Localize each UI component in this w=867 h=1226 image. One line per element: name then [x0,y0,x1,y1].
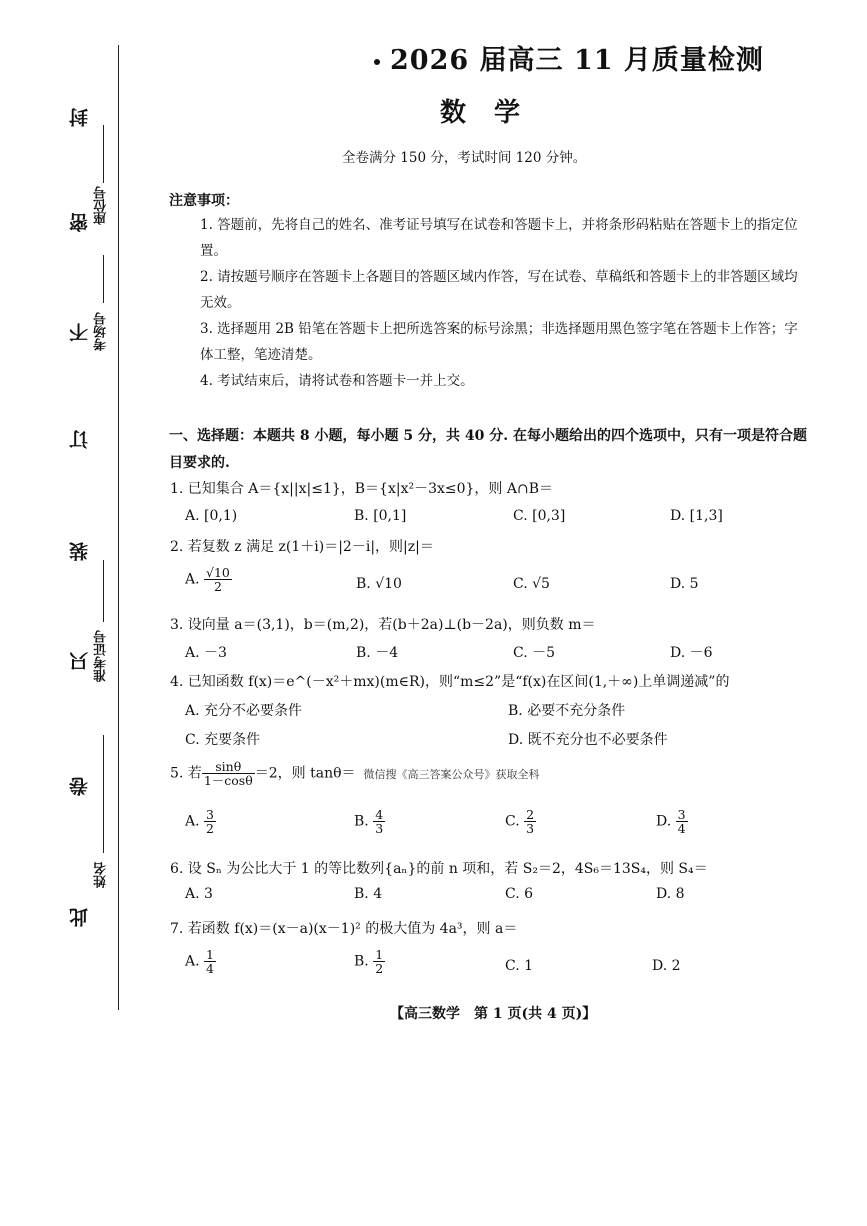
stem-text: ＝2，则 tanθ＝ [254,765,356,782]
numerator: 1 [375,947,384,962]
option-a: A. 3 [185,886,213,902]
option-d: D. 既不充分也不必要条件 [508,732,668,748]
option-a: A. －3 [185,645,227,661]
binding-char: 封 [69,108,91,127]
option-d: D. [1,3] [670,508,723,524]
fraction [373,948,385,975]
option-b: B. 必要不充分条件 [508,703,626,719]
option-letter: D. [656,813,676,830]
option-b [354,948,385,975]
stem-text: 5. 若 [170,765,202,782]
binding-line [118,45,119,1010]
binding-char: 只 [69,652,91,671]
note-item: 3. 选择题用 2B 铅笔在答题卡上把所选答案的标号涂黑；非选择题用黑色签字笔在答题卡上作答；字体工整，笔迹清楚。 [200,321,798,363]
page-footer: 【高三数学 第 1 页(共 4 页)】 [390,1006,597,1022]
option-b: B. [0,1] [354,508,407,524]
option-c: C. [0,3] [513,508,566,524]
bullet-icon [374,59,380,65]
denominator: 4 [206,961,214,976]
denominator: 2 [206,821,214,836]
denominator: 3 [526,821,535,836]
option-letter: A. [185,571,205,588]
fraction [373,808,385,835]
fraction [204,948,216,975]
option-a: A. [0,1) [185,508,238,524]
option-d: D. 8 [656,886,685,902]
option-c: C. 6 [505,886,534,902]
option-d: D. －6 [670,645,713,661]
question-2: 2. 若复数 z 满足 z(1＋i)＝|2－i|，则|z|＝ [170,539,434,555]
option-c: C. √5 [513,576,550,592]
option-letter: A. [185,953,205,970]
fraction [202,760,255,787]
option-letter: B. [354,953,374,970]
subject-title: 数学 [440,98,549,128]
seat-number-label: 座位号 [94,186,109,225]
denominator: 1－cosθ [203,773,253,788]
fraction [204,808,216,835]
option-d: D. 5 [670,576,699,592]
question-3: 3. 设向量 a＝(3,1)，b＝(m,2)，若(b＋2a)⊥(b－2a)，则负数 m＝ [170,617,596,633]
binding-char: 装 [69,542,91,561]
numerator: 1 [206,947,214,962]
question-4: 4. 已知函数 f(x)＝e^(－x²＋mx)(m∈R)，则“m≤2”是“f(x)在区间(1,＋∞)上单调递减”的 [170,674,730,690]
denominator: 2 [213,579,222,594]
name-blank[interactable] [103,735,104,853]
binding-char: 密 [69,213,91,232]
numerator: 4 [375,807,384,822]
question-1: 1. 已知集合 A＝{x||x|≤1}，B＝{x|x²－3x≤0}，则 A∩B＝ [170,481,554,497]
option-b [354,808,385,835]
numerator: 2 [526,807,535,822]
notes-heading: 注意事项： [169,193,239,209]
question-7: 7. 若函数 f(x)＝(x－a)(x－1)² 的极大值为 4a³，则 a＝ [170,921,518,937]
note-item: 2. 请按题号顺序在答题卡上各题目的答题区域内作答，写在试卷、草稿纸和答题卡上的非答题区域均无效。 [200,269,798,311]
fraction [524,808,536,835]
fraction [204,566,232,593]
exam-info: 全卷满分 150 分，考试时间 120 分钟。 [342,150,587,166]
note-item: 4. 考试结束后，请将试卷和答题卡一并上交。 [200,373,474,389]
option-d: D. 2 [652,958,681,974]
binding-char: 此 [69,908,91,927]
seat-number-blank[interactable] [103,125,104,183]
option-letter: B. [354,813,374,830]
question-5 [170,760,540,787]
option-a [185,566,232,593]
option-c: C. －5 [513,645,556,661]
numerator: sinθ [202,760,255,774]
option-a [185,948,216,975]
room-number-label: 考场号 [94,312,109,351]
numerator: 3 [206,807,214,822]
option-d [656,808,688,835]
binding-char: 订 [69,430,91,449]
question-6: 6. 设 Sₙ 为公比大于 1 的等比数列{aₙ}的前 n 项和，若 S₂＝2，4S₆＝13S₄，则 S₄＝ [170,861,708,877]
option-c: C. 1 [505,958,534,974]
denominator: 2 [375,961,384,976]
option-letter: C. [505,813,525,830]
option-b: B. 4 [354,886,383,902]
binding-char: 卷 [69,777,91,796]
option-b: B. √10 [356,576,402,592]
option-letter: A. [185,813,205,830]
watermark-text: 微信搜《高三答案公众号》获取全科 [363,767,540,781]
exam-id-blank[interactable] [103,560,104,622]
section-heading: 一、选择题：本题共 8 小题，每小题 5 分，共 40 分. 在每小题给出的四个选项中，只有一项是符合题目要求的. [169,428,807,471]
numerator: 3 [677,807,686,822]
binding-char: 不 [69,323,91,342]
exam-title [374,38,764,77]
name-label: 姓名 [94,862,109,888]
option-b: B. －4 [356,645,399,661]
exam-title-text: 2026 届高三 11 月质量检测 [390,45,764,76]
exam-id-label: 准考证号 [94,630,109,682]
option-c: C. 充要条件 [185,732,261,748]
denominator: 4 [677,821,686,836]
option-c [505,808,536,835]
option-a [185,808,216,835]
option-a: A. 充分不必要条件 [185,703,303,719]
numerator: √10 [206,565,230,580]
room-number-blank[interactable] [103,255,104,303]
note-item: 1. 答题前，先将自己的姓名、准考证号填写在试卷和答题卡上，并将条形码粘贴在答题卡上的指定位置。 [200,217,798,259]
denominator: 3 [375,821,384,836]
fraction [676,808,688,835]
